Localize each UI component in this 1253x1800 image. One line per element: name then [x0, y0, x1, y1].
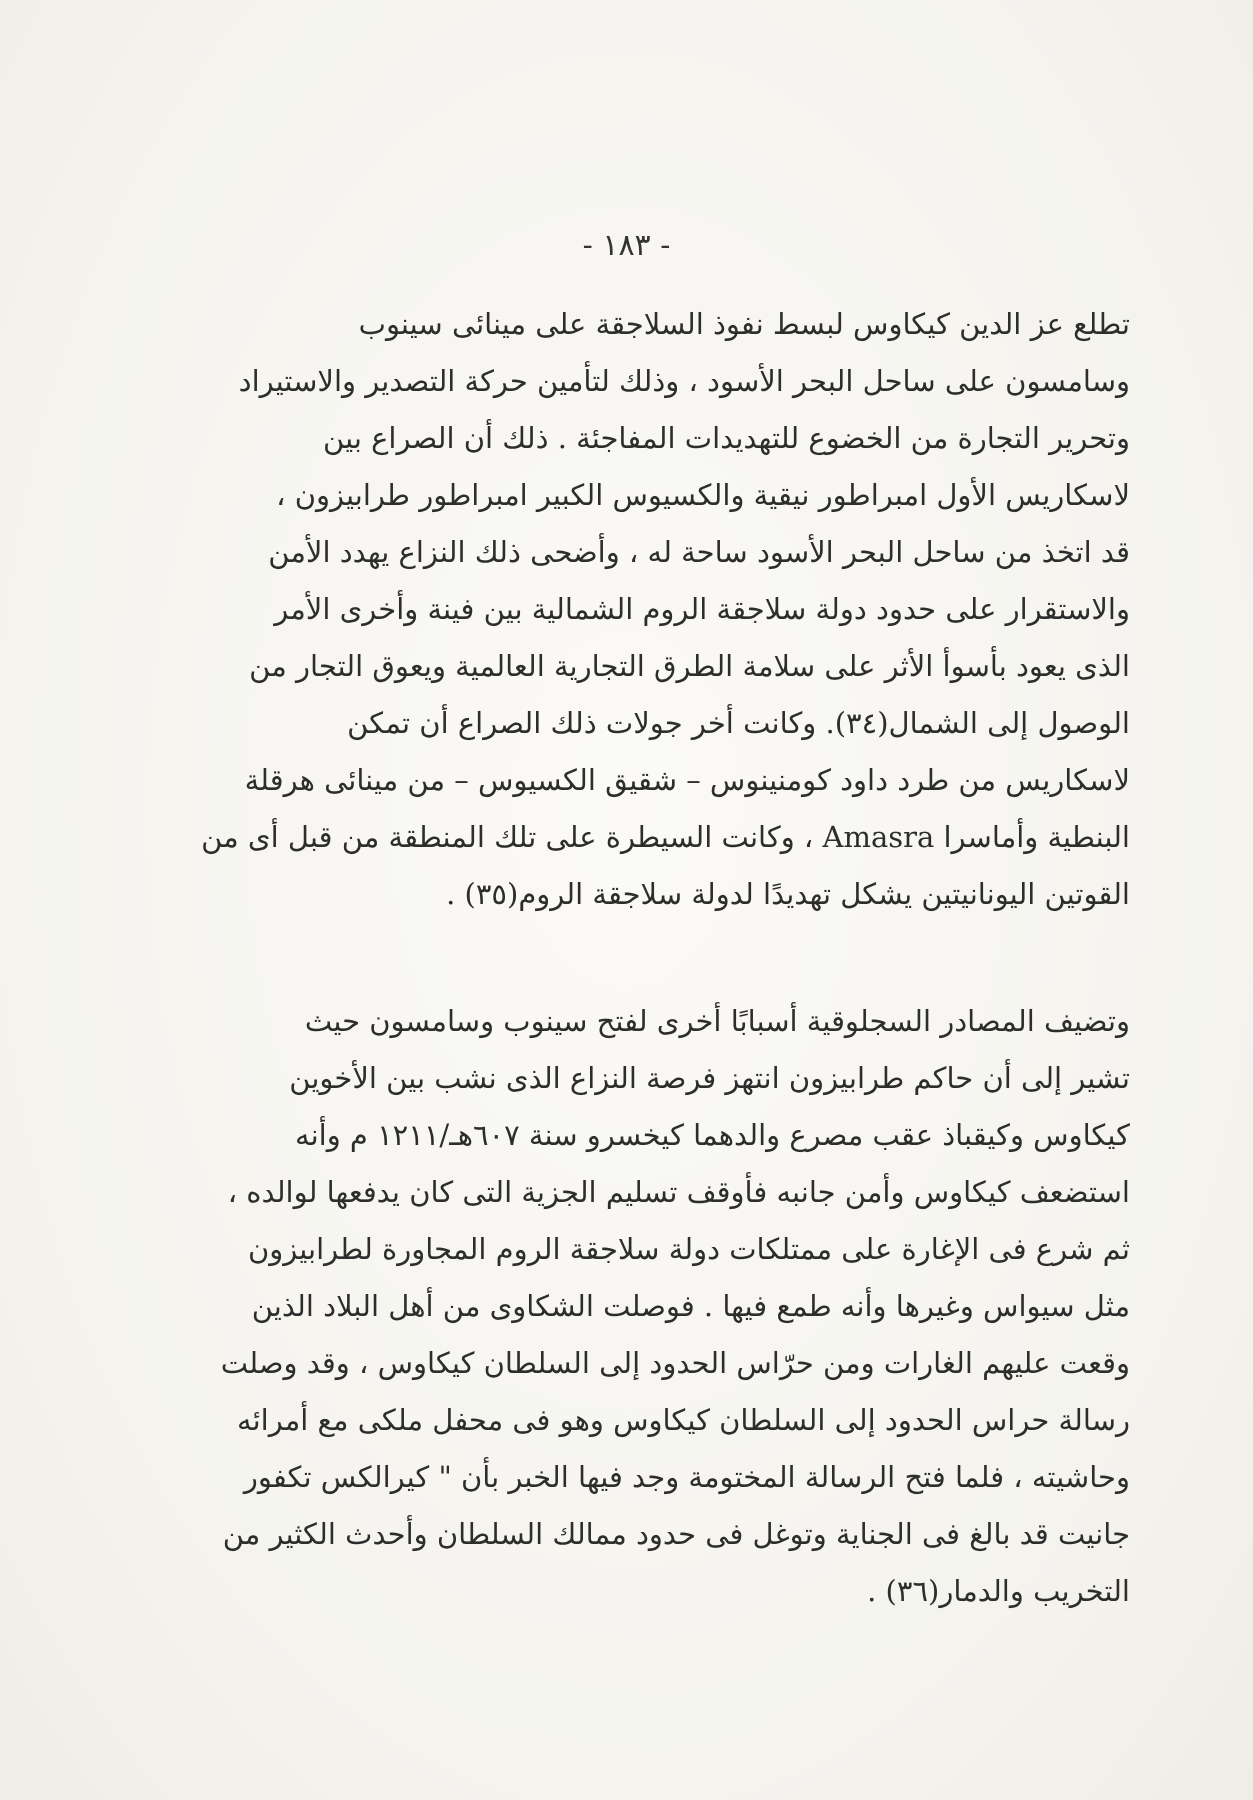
- text-line: وتحرير التجارة من الخضوع للتهديدات المفاجئة . ذلك أن الصراع بين: [323, 421, 1130, 455]
- paragraph-1: [120, 296, 1130, 923]
- text-line: القوتين اليونانيتين يشكل تهديدًا لدولة سلاجقة الروم(٣٥) .: [446, 877, 1130, 911]
- text-line: قد اتخذ من ساحل البحر الأسود ساحة له ، وأضحى ذلك النزاع يهدد الأمن: [268, 535, 1130, 569]
- page-number: - ١٨٣ -: [582, 228, 671, 263]
- text-line: والاستقرار على حدود دولة سلاجقة الروم الشمالية بين فينة وأخرى الأمر: [274, 592, 1130, 626]
- text-line: تشير إلى أن حاكم طرابيزون انتهز فرصة النزاع الذى نشب بين الأخوين: [289, 1061, 1130, 1095]
- text-line: كيكاوس وكيقباذ عقب مصرع والدهما كيخسرو سنة ٦٠٧هـ/١٢١١ م وأنه: [295, 1118, 1130, 1152]
- text-line: تطلع عز الدين كيكاوس لبسط نفوذ السلاجقة على مينائى سينوب: [358, 307, 1130, 341]
- text-line: ثم شرع فى الإغارة على ممتلكات دولة سلاجقة الروم المجاورة لطرابيزون: [248, 1232, 1130, 1266]
- text-line: وتضيف المصادر السجلوقية أسبابًا أخرى لفتح سينوب وسامسون حيث: [304, 1004, 1130, 1038]
- text-line: الذى يعود بأسوأ الأثر على سلامة الطرق التجارية العالمية ويعوق التجار من: [249, 649, 1130, 683]
- text-line: التخريب والدمار(٣٦) .: [867, 1574, 1130, 1608]
- text-line: البنطية وأماسرا Amasra ، وكانت السيطرة على تلك المنطقة من قبل أى من: [201, 820, 1130, 854]
- text-line: وحاشيته ، فلما فتح الرسالة المختومة وجد فيها الخبر بأن " كيرالكس تكفور: [243, 1460, 1130, 1494]
- text-line: وسامسون على ساحل البحر الأسود ، وذلك لتأمين حركة التصدير والاستيراد: [238, 364, 1130, 398]
- text-line: مثل سيواس وغيرها وأنه طمع فيها . فوصلت الشكاوى من أهل البلاد الذين: [251, 1289, 1130, 1323]
- text-line: لاسكاريس من طرد داود كومنينوس – شقيق الكسيوس – من مينائى هرقلة: [244, 763, 1130, 797]
- text-line: جانيت قد بالغ فى الجناية وتوغل فى حدود ممالك السلطان وأحدث الكثير من: [222, 1517, 1130, 1551]
- text-line: وقعت عليهم الغارات ومن حرّاس الحدود إلى السلطان كيكاوس ، وقد وصلت: [220, 1346, 1130, 1380]
- paragraph-2: [120, 993, 1130, 1620]
- text-line: الوصول إلى الشمال(٣٤). وكانت أخر جولات ذلك الصراع أن تمكن: [347, 706, 1130, 740]
- text-line: استضعف كيكاوس وأمن جانبه فأوقف تسليم الجزية التى كان يدفعها لوالده ،: [227, 1175, 1130, 1209]
- text-line: رسالة حراس الحدود إلى السلطان كيكاوس وهو فى محفل ملكى مع أمرائه: [237, 1403, 1130, 1437]
- text-line: لاسكاريس الأول امبراطور نيقية والكسيوس الكبير امبراطور طرابيزون ،: [276, 478, 1130, 512]
